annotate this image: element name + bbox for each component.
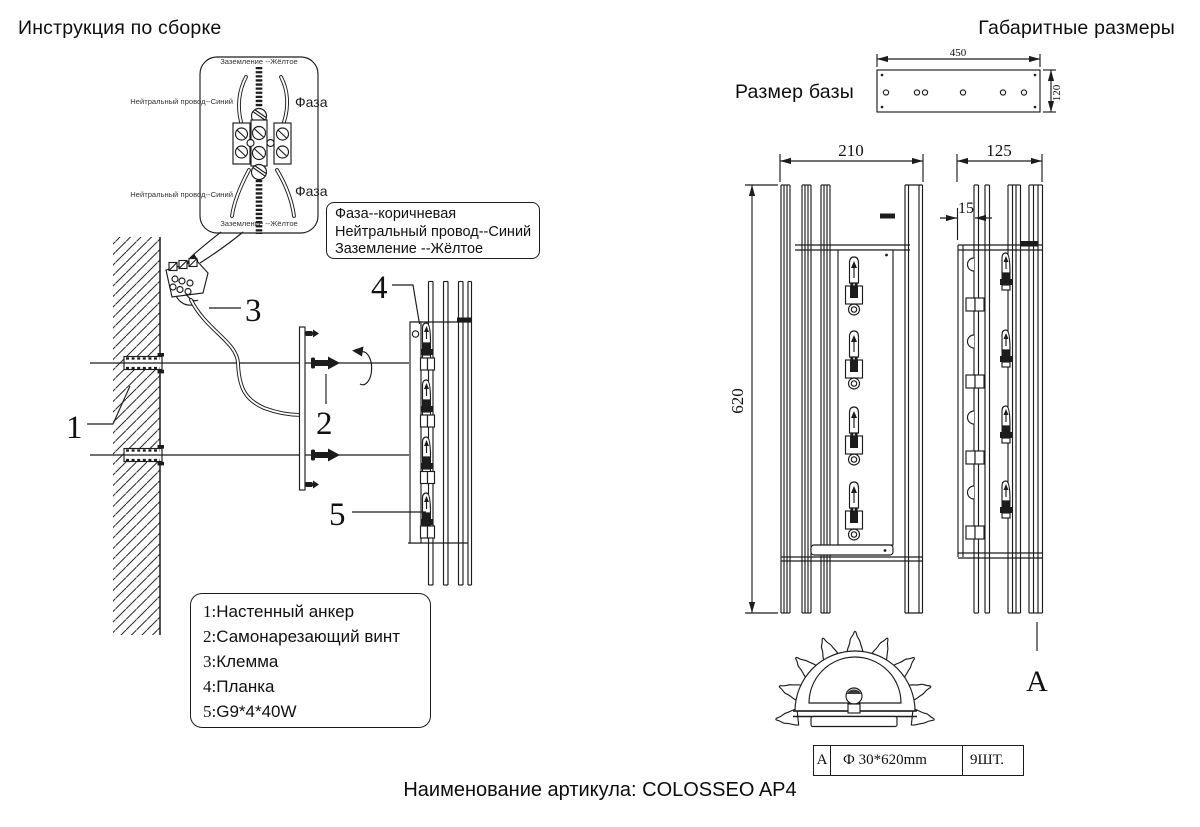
dim-base-width: 450 <box>949 47 967 59</box>
legend-ground: Заземление --Жёлтое <box>335 241 484 257</box>
phase-bottom-label: Фаза <box>295 183 328 199</box>
ground-top-label: Заземление --Жёлтое <box>220 57 298 66</box>
legend-phase: Фаза--коричневая <box>335 206 457 222</box>
base-plate-drawing <box>877 54 1056 112</box>
wire-color-legend <box>326 202 540 259</box>
front-view-drawing <box>745 154 923 613</box>
side-view-drawing <box>940 154 1043 613</box>
dim-height: 620 <box>728 388 747 414</box>
neutral-top-label: Нейтральный провод--Синий <box>130 97 233 106</box>
wiring-callout-balloon <box>130 57 327 266</box>
parts-item-5: 5:G9*4*40W <box>203 702 297 721</box>
parts-item-4: 4:Планка <box>203 677 275 696</box>
parts-item-2: 2:Самонарезающий винт <box>203 627 401 646</box>
callout-2: 2 <box>316 406 333 442</box>
neutral-bottom-label: Нейтральный провод--Синий <box>130 190 233 199</box>
terminal-connector <box>166 259 208 306</box>
spec-qty: 9ШТ. <box>962 746 1023 775</box>
page-title-right: Габаритные размеры <box>978 17 1175 39</box>
wall-section <box>113 237 164 635</box>
lamp-assembly-view <box>408 282 472 586</box>
dim-side-width: 125 <box>986 141 1012 160</box>
parts-item-3: 3:Клемма <box>203 652 279 671</box>
callout-1: 1 <box>66 410 83 446</box>
terminal-block <box>233 120 291 166</box>
callout-3: 3 <box>245 293 262 329</box>
callout-4: 4 <box>371 270 388 306</box>
spec-size: Ф 30*620mm <box>830 746 962 775</box>
side-tubes <box>974 185 1043 613</box>
base-size-label: Размер базы <box>735 81 854 103</box>
wall-hatching <box>113 237 160 635</box>
dim-inset: 15 <box>958 200 974 217</box>
parts-item-1: 1:Настенный анкер <box>203 602 355 621</box>
spec-detail: A <box>816 752 828 768</box>
article-name: Наименование артикула: COLOSSEO AP4 <box>403 779 797 801</box>
dim-front-width: 210 <box>838 141 864 160</box>
screw-bottom <box>311 449 340 462</box>
phase-top-label: Фаза <box>295 94 328 110</box>
rotation-arrow-icon <box>352 347 372 385</box>
callout-5: 5 <box>329 497 346 533</box>
spec-table <box>813 745 1024 776</box>
page-title-left: Инструкция по сборке <box>18 17 222 39</box>
dim-base-depth: 120 <box>1051 84 1063 102</box>
screw-top <box>311 357 340 370</box>
legend-neutral: Нейтральный провод--Синий <box>335 223 532 240</box>
ground-bottom-label: Заземление --Жёлтое <box>220 219 298 228</box>
parts-list <box>190 593 431 728</box>
top-view-drawing <box>775 631 935 727</box>
detail-letter: A <box>1026 665 1048 698</box>
